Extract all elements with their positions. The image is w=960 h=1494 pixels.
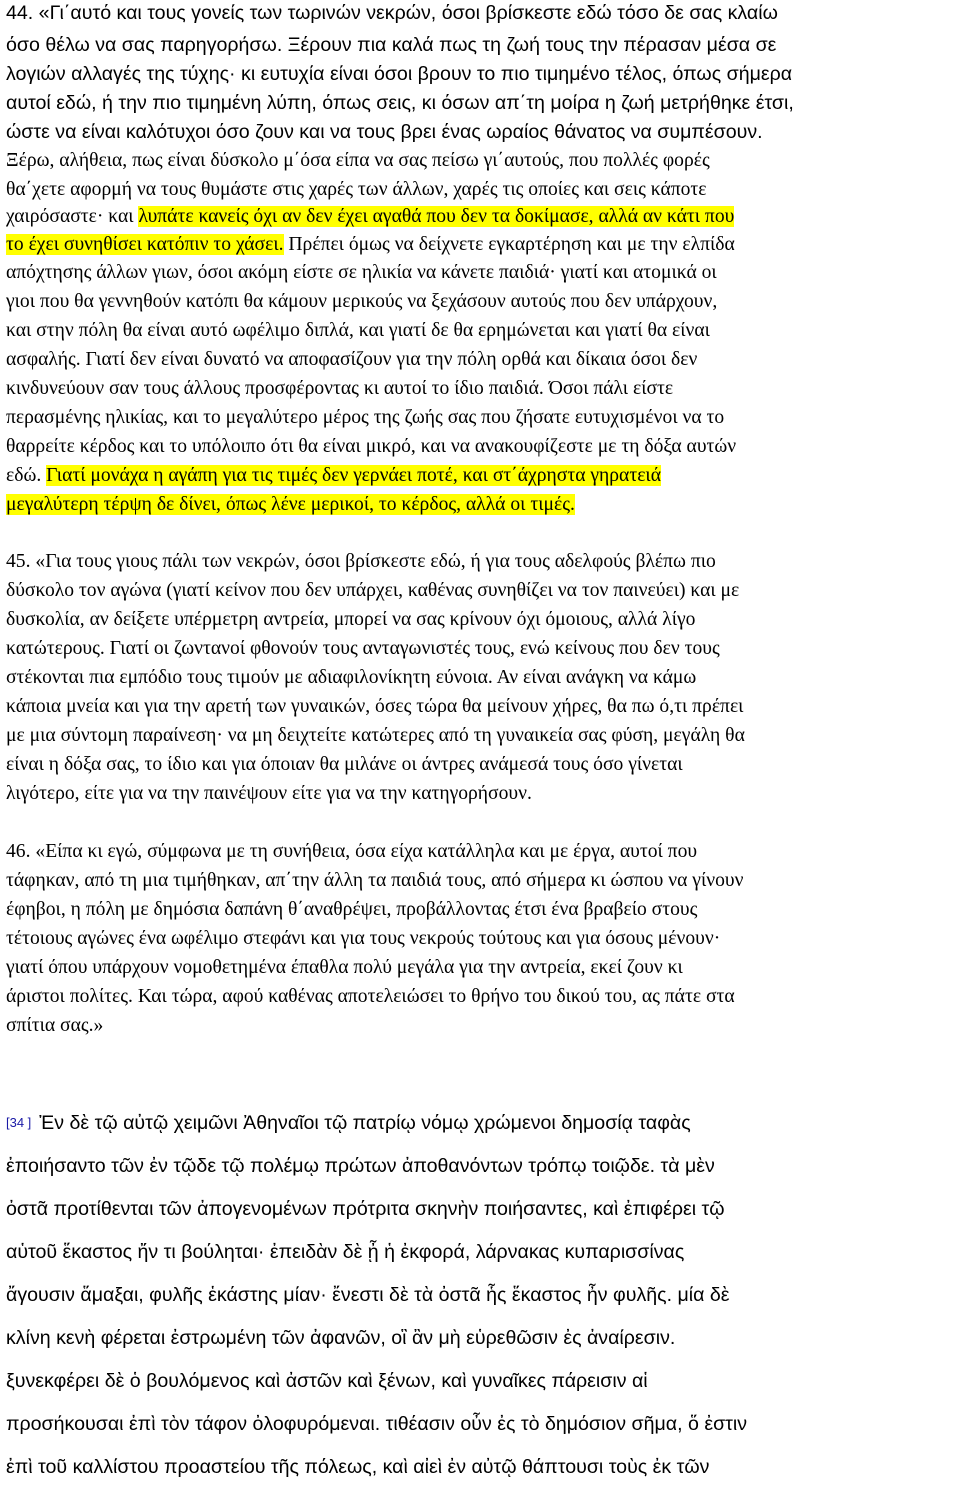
text-line: προσήκουσαι ἐπὶ τὸν τάφον ὀλοφυρόμεναι. τιθέασιν οὖν ἐς τὸ δημόσιον σῆμα, ὅ ἐστιν (6, 1413, 748, 1435)
text-line: κάποια μνεία και για την αρετή των γυναικών, όσες τώρα θα μείνουν χήρες, θα πω ό,τι πρέπει (6, 696, 744, 717)
text-line: χαιρόσαστε· και λυπάτε κανείς όχι αν δεν έχει αγαθά που δεν τα δοκίμασε, αλλά αν κάτι που (6, 206, 735, 227)
text-line: άριστοι πολίτες. Και τώρα, αφού καθένας αποτελειώσει το θρήνο του δικού του, ας πάτε στα (6, 986, 735, 1007)
highlighted-text: λυπάτε κανείς όχι αν δεν έχει αγαθά που δεν τα δοκίμασε, αλλά αν κάτι που (138, 206, 735, 227)
text-line: αυτοί εδώ, ή την πιο τιμημένη λύπη, όπως σεις, κι όσων απ΄τη μοίρα η ζωή μετρήθηκε έτσι, (6, 92, 794, 114)
reference-link[interactable]: [34 ] (6, 1115, 32, 1130)
text-line: όσο θέλω να σας παρηγορήσω. Ξέρουν πια καλά πως τη ζωή τους την πέρασαν μέσα σε (6, 34, 777, 56)
text-line: και στην πόλη θα είναι αυτό ωφέλιμο διπλά, και γιατί δε θα ερημώνεται και γιατί θα είναι (6, 320, 710, 341)
text-line: ώστε να είναι καλότυχοι όσο ζουν και να τους βρει ένας ωραίος θάνατος να συμπέσουν. (6, 121, 763, 143)
text-line: [34 ] Ἐν δὲ τῷ αὐτῷ χειμῶνι Ἀθηναῖοι τῷ πατρίῳ νόμῳ χρώμενοι δημοσίᾳ ταφὰς (6, 1112, 691, 1134)
text-line: περασμένης ηλικίας, και το μεγαλύτερο μέρος της ζωής σας που ζήσατε ευτυχισμένοι να το (6, 407, 725, 428)
text-line (6, 494, 575, 516)
text-line: 46. «Είπα κι εγώ, σύμφωνα με τη συνήθεια, όσα είχα κατάλληλα και με έργα, αυτοί που (6, 841, 698, 862)
text-line: τέτοιους αγώνες ένα ωφέλιμο στεφάνι και για τους νεκρούς τούτους και για όσους μένουν· (6, 928, 721, 949)
text-line: ἐπὶ τοῦ καλλίστου προαστείου τῆς πόλεως, καὶ αἰεὶ ἐν αὐτῷ θάπτουσι τοὺς ἐκ τῶν (6, 1456, 710, 1478)
text-line: 44. «Γι΄αυτό και τους γονείς των τωρινών νεκρών, όσοι βρίσκεστε εδώ τόσο δε σας κλαίω (6, 2, 778, 24)
text-line: με μια σύντομη παραίνεση· να μη δειχτείτε κατώτερες από τη γυναικεία σας φύση, μεγάλη θα (6, 725, 745, 746)
text-line: λιγότερο, είτε για να την παινέψουν είτε για να την κατηγορήσουν. (6, 783, 532, 804)
text-line: στέκονται πια εμπόδιο τους τιμούν με αδιαφιλονίκητη εύνοια. Αν είναι ανάγκη να κάμω (6, 667, 697, 688)
text-line: έφηβοι, η πόλη με δημόσια δαπάνη θ΄αναθρέψει, προβάλλοντας έτσι ένα βραβείο στους (6, 899, 698, 920)
text-line: ασφαλής. Γιατί δεν είναι δυνατό να αποφασίζουν για την πόλη ορθά και δίκαια όσοι δεν (6, 349, 698, 370)
text-line: κινδυνεύουν σαν τους άλλους προσφέροντας κι αυτοί το ίδιο παιδιά. Όσοι πάλι είστε (6, 378, 674, 399)
text-line: γιατί όπου υπάρχουν νομοθετημένα έπαθλα πολύ μεγάλα για την αντρεία, εκεί ζουν κι (6, 957, 683, 978)
text-line: θαρρείτε κέρδος και το υπόλοιπο ότι θα είναι μικρό, και να ανακουφίζεστε με τη δόξα αυτών (6, 436, 737, 457)
text-line: σπίτια σας.» (6, 1015, 104, 1036)
highlighted-text: Γιατί μονάχα η αγάπη για τις τιμές δεν γερνάει ποτέ, και στ΄άχρηστα γηρατειά (46, 465, 661, 486)
text-line: γιοι που θα γεννηθούν κατόπι θα κάμουν μερικούς να ξεχάσουν αυτούς που δεν υπάρχουν, (6, 291, 718, 312)
text-line: κατώτερους. Γιατί οι ζωντανοί φθονούν τους ανταγωνιστές τους, ενώ κείνους που δεν τους (6, 638, 720, 659)
text-line: λογιών αλλαγές της τύχης· κι ευτυχία είναι όσοι βρουν το πιο τιμημένο τέλος, όπως σήμερα (6, 63, 793, 85)
text-line: δύσκολο τον αγώνα (γιατί κείνον που δεν υπάρχει, καθένας συνηθίζει να τον παινεύει) και με (6, 580, 740, 601)
text-line: Ξέρω, αλήθεια, πως είναι δύσκολο μ΄όσα είπα να σας πείσω γι΄αυτούς, που πολλές φορές (6, 150, 710, 171)
text-line: δυσκολία, αν δείξετε υπέρμετρη αντρεία, μπορεί να σας κρίνουν όχι όμοιους, αλλά λίγο (6, 609, 696, 630)
text-line: απόχτησης άλλων γιων, όσοι ακόμη είστε σε ηλικία να κάνετε παιδιά· γιατί και ατομικά οι (6, 262, 717, 283)
text-line: κλίνη κενὴ φέρεται ἐστρωμένη τῶν ἀφανῶν, οἳ ἂν μὴ εὑρεθῶσιν ἐς ἀναίρεσιν. (6, 1327, 676, 1349)
highlighted-text: το έχει συνηθίσει κατόπιν το χάσει. (6, 234, 284, 255)
text-line: 45. «Για τους γιους πάλι των νεκρών, όσοι βρίσκεστε εδώ, ή για τους αδελφούς βλέπω πιο (6, 551, 716, 572)
text-line: θα΄χετε αφορμή να τους θυμάστε στις χαρές των άλλων, χαρές τις οποίες και σεις κάποτε (6, 179, 707, 200)
text-line: το έχει συνηθίσει κατόπιν το χάσει. Πρέπει όμως να δείχνετε εγκαρτέρηση και με την ελπίδα (6, 234, 735, 255)
text-line: εδώ. Γιατί μονάχα η αγάπη για τις τιμές δεν γερνάει ποτέ, και στ΄άχρηστα γηρατειά (6, 465, 661, 486)
text-line: ἐποιήσαντο τῶν ἐν τῷδε τῷ πολέμῳ πρώτων ἀποθανόντων τρόπῳ τοιῷδε. τὰ μὲν (6, 1155, 715, 1177)
text-line: είναι η δόξα σας, το ίδιο και για όποιαν θα μιλάνε οι άντρες ανάμεσά τους όσο γίνεται (6, 754, 683, 775)
text-line: ἄγουσιν ἅμαξαι, φυλῆς ἑκάστης μίαν· ἔνεστι δὲ τὰ ὀστᾶ ἧς ἕκαστος ἦν φυλῆς. μία δὲ (6, 1284, 730, 1306)
text-line: ὀστᾶ προτίθενται τῶν ἀπογενομένων πρότριτα σκηνὴν ποιήσαντες, καὶ ἐπιφέρει τῷ (6, 1198, 725, 1220)
text-line: ξυνεκφέρει δὲ ὁ βουλόμενος καὶ ἀστῶν καὶ ξένων, καὶ γυναῖκες πάρεισιν αἱ (6, 1370, 648, 1392)
text-line: αὑτοῦ ἕκαστος ἤν τι βούληται· ἐπειδὰν δὲ ᾖ ἡ ἐκφορά, λάρνακας κυπαρισσίνας (6, 1241, 685, 1263)
text-line: τάφηκαν, από τη μια τιμήθηκαν, απ΄την άλλη τα παιδιά τους, από σήμερα κι ώσπου να γίνουν (6, 870, 744, 891)
highlighted-text: μεγαλύτερη τέρψη δε δίνει, όπως λένε μερικοί, το κέρδος, αλλά οι τιμές. (6, 494, 575, 515)
